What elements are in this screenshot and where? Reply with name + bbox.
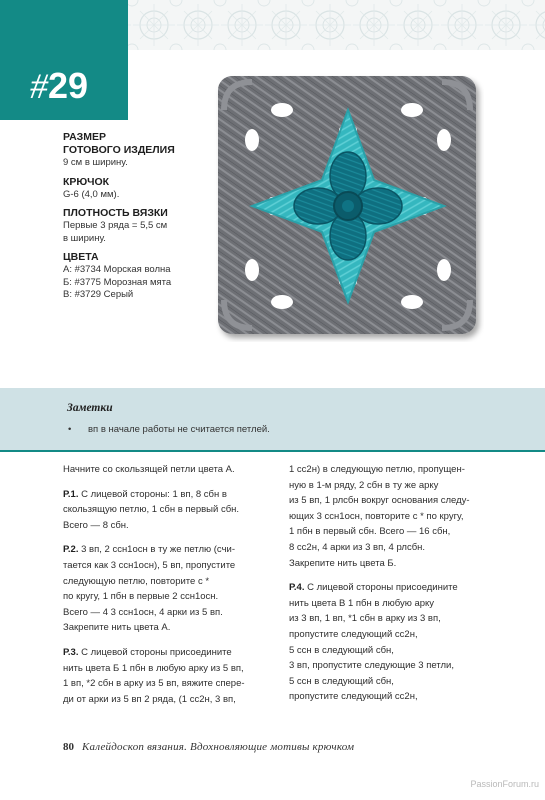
page-number: 80 xyxy=(63,741,74,753)
row-4-label: Р.4. xyxy=(289,582,305,594)
row-2-line-1 xyxy=(63,542,278,558)
gauge-value-1: Первые 3 ряда = 5,5 см xyxy=(63,220,168,231)
row-3-cont-line-6: 8 сс2н, 4 арки из 3 вп, 4 рлсбн. xyxy=(289,541,426,553)
row-2-label: Р.2. xyxy=(63,544,79,556)
page-footer xyxy=(63,741,354,753)
notes-title: Заметки xyxy=(67,402,113,414)
colors-heading: ЦВЕТА xyxy=(63,251,99,263)
row-3-cont-line-1: 1 сс2н) в следующую петлю, пропущен- xyxy=(289,464,465,475)
row-3-cont-line-7: Закрепите нить цвета Б. xyxy=(289,557,397,569)
row-3-cont-line-5: 1 пбн в первый сбн. Всего — 16 сбн, xyxy=(289,526,451,538)
row-3-line-4: ди от арки из 5 вп 2 ряда, (1 сс2н, 3 вп, xyxy=(63,693,236,705)
row-4-line-4: пропустите следующий сс2н, xyxy=(289,628,418,640)
color-b: Б: #3775 Морозная мята xyxy=(63,276,172,288)
gauge-heading: ПЛОТНОСТЬ ВЯЗКИ xyxy=(63,207,168,219)
row-3-line-2: нить цвета Б 1 пбн в любую арку из 5 вп, xyxy=(63,662,244,674)
site-watermark: PassionForum.ru xyxy=(470,779,539,789)
row-1-label: Р.1. xyxy=(63,488,79,500)
row-4-line-1 xyxy=(289,580,494,596)
instructions-left-column xyxy=(63,462,278,707)
pattern-specs xyxy=(63,131,213,302)
pattern-number-badge xyxy=(0,0,128,120)
pattern-number-value: 29 xyxy=(48,65,89,106)
row-1-line-1 xyxy=(63,487,278,503)
hook-heading: КРЮЧОК xyxy=(63,175,110,188)
bullet-icon: • xyxy=(68,424,72,435)
size-heading-1: РАЗМЕР xyxy=(63,131,106,143)
granny-square-illustration xyxy=(212,70,484,342)
size-heading-2: ГОТОВОГО ИЗДЕЛИЯ xyxy=(63,144,175,156)
row-2-line-4: по кругу, 1 пбн в первые 2 ссн1осн. xyxy=(63,591,219,603)
row-3-cont-line-2: ную в 1-м ряду, 2 сбн в ту же арку xyxy=(289,479,439,491)
color-c: В: #3729 Серый xyxy=(63,289,134,300)
row-3-text: С лицевой стороны присоедините xyxy=(78,646,232,658)
row-3-label: Р.3. xyxy=(63,646,79,658)
pattern-number xyxy=(30,66,88,106)
row-1-line-3: Всего — 8 сбн. xyxy=(63,519,129,531)
row-3-line-3: 1 вп, *2 сбн в арку из 5 вп, вяжите спере- xyxy=(63,678,245,690)
notes-box xyxy=(0,388,545,450)
gauge-value-2: в ширину. xyxy=(63,232,106,244)
hash-sign: # xyxy=(30,66,48,106)
row-4-line-8: пропустите следующий сс2н, xyxy=(289,691,418,703)
row-4-line-6: 3 вп, пропустите следующие 3 петли, xyxy=(289,660,454,672)
notes-divider xyxy=(0,450,545,452)
row-3-cont-line-3: из 5 вп, 1 рлсбн вокруг основания следу- xyxy=(289,495,470,507)
row-2-line-3: следующую петлю, повторите с * xyxy=(63,575,210,587)
row-4-text: С лицевой стороны присоедините xyxy=(304,582,458,594)
size-value: 9 см в ширину. xyxy=(63,157,128,168)
instructions-right-column xyxy=(289,462,494,705)
row-4-line-3: из 3 вп, 1 вп, *1 сбн в арку из 3 вп, xyxy=(289,613,441,625)
row-1-line-2: скользящую петлю, 1 сбн в первый сбн. xyxy=(63,504,240,516)
row-4-line-7: 5 ссн в следующий сбн, xyxy=(289,675,394,687)
row-2-line-6: Закрепите нить цвета А. xyxy=(63,622,171,634)
crochet-motif-photo xyxy=(212,70,484,342)
row-1-text: С лицевой стороны: 1 вп, 8 сбн в xyxy=(78,488,227,500)
notes-item: вп в начале работы не считается петлей. xyxy=(88,424,270,435)
row-2-text: 3 вп, 2 ссн1осн в ту же петлю (счи- xyxy=(78,544,235,556)
row-4-line-5: 5 ссн в следующий сбн, xyxy=(289,644,394,656)
row-2-line-2: тается как 3 ссн1осн), 5 вп, пропустите xyxy=(63,559,236,571)
row-3-cont-line-4: ющих 3 ссн1осн, повторите с * по кругу, xyxy=(289,510,464,522)
hook-value: G-6 (4,0 мм). xyxy=(63,188,120,200)
row-3-line-1 xyxy=(63,645,278,661)
intro-line: Начните со скользящей петли цвета А. xyxy=(63,464,235,475)
color-a: А: #3734 Морская волна xyxy=(63,264,171,275)
book-title: Калейдоскоп вязания. Вдохновляющие мотивы крючком xyxy=(82,741,355,753)
row-4-line-2: нить цвета В 1 пбн в любую арку xyxy=(289,597,435,609)
row-2-line-5: Всего — 4 3 ссн1осн, 4 арки из 5 вп. xyxy=(63,606,223,618)
